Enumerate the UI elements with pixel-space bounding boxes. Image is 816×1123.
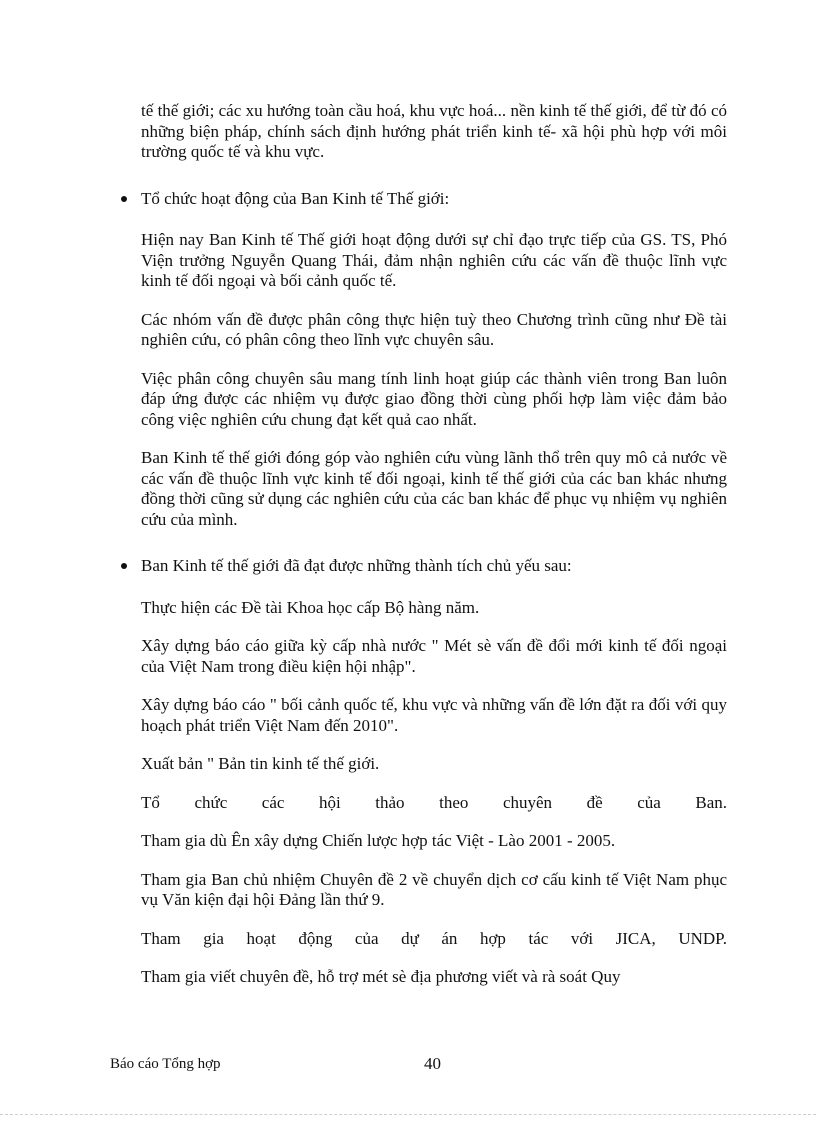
achievement-item: Tham gia hoạt động của dự án hợp tác với JICA, UNDP. (141, 928, 727, 948)
bullet-item-organization (141, 189, 727, 210)
bullet-icon (121, 563, 127, 569)
achievement-item: Tổ chức các hội thảo theo chuyên đề của Ban. (141, 792, 727, 812)
achievement-item: Xuất bản " Bản tin kinh tế thế giới. (141, 754, 380, 773)
paragraph: Việc phân công chuyên sâu mang tính linh hoạt giúp các thành viên trong Ban luôn đáp ứng được các nhiệm vụ được giao đồng thời cùng phối hợp làm việc đảm bảo công việc nghiên cứu chung đạt kết quả cao nhất. (141, 368, 727, 429)
bullet-text: Tổ chức hoạt động của Ban Kinh tế Thế giới: (141, 188, 450, 208)
achievement-item: Xây dựng báo cáo giữa kỳ cấp nhà nước " Mét sè vấn đề đổi mới kinh tế đối ngoại của Việt Nam trong điều kiện hội nhập". (141, 636, 727, 676)
bullet-icon (121, 196, 127, 202)
achievement-item: Thực hiện các Đề tài Khoa học cấp Bộ hàng năm. (141, 597, 480, 617)
achievement-item: Tham gia dù Ên xây dựng Chiến lược hợp tác Việt - Lào 2001 - 2005. (141, 831, 616, 850)
paragraph: Các nhóm vấn đề được phân công thực hiện tuỳ theo Chương trình cũng như Đề tài nghiên cứu, có phân công theo lĩnh vực chuyên sâu. (141, 309, 727, 349)
paragraph: Hiện nay Ban Kinh tế Thế giới hoạt động dưới sự chỉ đạo trực tiếp của GS. TS, Phó Viện trưởng Nguyễn Quang Thái, đảm nhận nghiên cứu các vấn đề thuộc lĩnh vực kinh tế đối ngoại và bối cảnh quốc tế. (141, 230, 727, 290)
page-footer (110, 1054, 730, 1078)
paragraph: Ban Kinh tế thế giới đóng góp vào nghiên cứu vùng lãnh thổ trên quy mô cả nước về các vấn đề thuộc lĩnh vực kinh tế đối ngoại, kinh tế thế giới của các ban khác nhưng đồng thời cũng sử dụng các nghiên cứu của các ban khác để phục vụ nhiệm vụ nghiên cứu của mình. (141, 448, 727, 529)
page-number: 40 (424, 1054, 441, 1073)
bullet-item-achievements (141, 556, 727, 577)
achievement-item: Xây dựng báo cáo " bối cảnh quốc tế, khu vực và những vấn đề lớn đặt ra đối với quy hoạch phát triển Việt Nam đến 2010". (141, 695, 727, 735)
page-body (141, 101, 727, 1006)
page-bottom-border (0, 1114, 816, 1115)
achievement-item: Tham gia Ban chủ nhiệm Chuyên đề 2 về chuyển dịch cơ cấu kinh tế Việt Nam phục vụ Văn kiện đại hội Đảng lần thứ 9. (141, 869, 727, 909)
achievement-item: Tham gia viết chuyên đề, hỗ trợ mét sè địa phương viết và rà soát Quy (141, 967, 621, 986)
paragraph-intro: tế thế giới; các xu hướng toàn cầu hoá, khu vực hoá... nền kinh tế thế giới, để từ đó có những biện pháp, chính sách định hướng phát triển kinh tế- xã hội phù hợp với môi trường quốc tế và khu vực. (141, 101, 727, 161)
bullet-text: Ban Kinh tế thế giới đã đạt được những thành tích chủ yếu sau: (141, 556, 572, 575)
footer-title: Báo cáo Tổng hợp (110, 1056, 221, 1072)
